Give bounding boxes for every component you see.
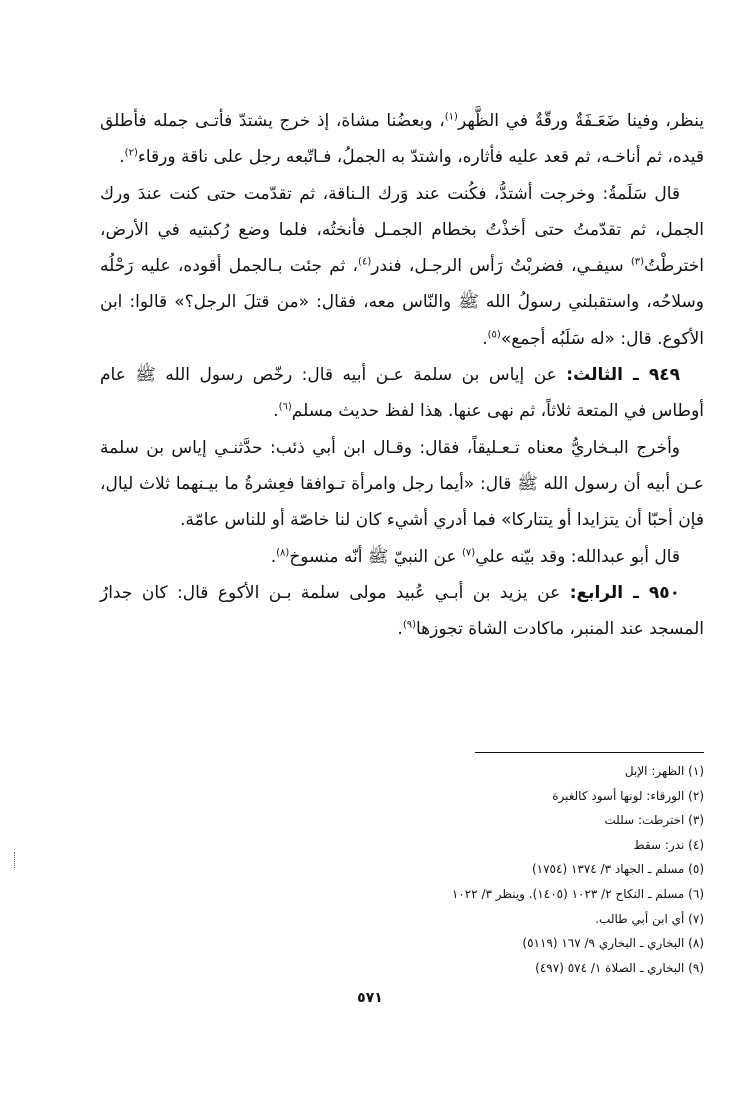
footnote-1: (١) الظهر: الإبل	[624, 764, 704, 778]
main-text	[100, 103, 704, 647]
footnote-3: (٣) اخترطت: سللت	[604, 813, 704, 828]
footnote-ref-5[interactable]: (٥)	[487, 329, 501, 341]
footnote-9: (٩) البخاري ـ الصلاة ١/ ٥٧٤ (٤٩٧)	[535, 960, 704, 975]
hadith-number-950: ٩٥٠ ـ الرابع:	[569, 582, 681, 603]
footnote-8: (٨) البخاري ـ البخاري ٩/ ١٦٧ (٥١١٩)	[522, 936, 704, 951]
footnote-ref-7[interactable]: (٧)	[462, 546, 476, 558]
footnote-ref-6[interactable]: (٦)	[278, 401, 292, 413]
footnote-ref-4[interactable]: (٤)	[358, 256, 372, 268]
paragraph-2: قال سَلَمةُ: وخرجت أشتدُّ، فكُنت عند وَرك الـناقة، ثم تقدّمت حتى كنت عندَ ورك الجمل، ثم تقدّمتُ حتى أخذْتُ بخطام الجمـل فأنختُه، فلما وضع رُكبتيه في الأرض، اخترطْتُ$^{(٣)}$ سيفـي، فضربْتُ رَأس الرجـل، فندر$^{(٤)}$، ثم جئت بـالجمل أقوده، عليه رَحْلُه وسلاحُه، واستقبلني رسولُ الله ﷺ والنّاس معه، فقال: «من قتلَ الرجل؟» قالوا: ابن الأكوع. قال: «له سَلَبُه أجمع»$^{(٥)}$.	[100, 183, 705, 349]
footnote-2: (٢) الورقاء: لونها أسود كالغبرة	[552, 788, 704, 803]
hadith-950: ٩٥٠ ـ الرابع: عن يزيد بن أبـي عُبيد مولى سلمة بـن الأكوع قال: كان جدارُ المسجد عند المنبر، ماكادت الشاة تجوزها$^{(٩)}$.	[100, 582, 704, 640]
footnote-5: (٥) مسلم ـ الجهاد ٣/ ١٣٧٤ (١٧٥٤)	[531, 862, 704, 877]
footnote-7: (٧) أي ابن أبي طالب.	[595, 911, 704, 926]
page-number: ٥٧١	[357, 990, 383, 1006]
footnote-ref-8[interactable]: (٨)	[276, 546, 290, 558]
hadith-949: ٩٤٩ ـ الثالث: عن إياس بن سلمة عـن أبيه قال: رخّص رسول الله ﷺ عام أوطاس في المتعة ثلاثاً، ثم نهى عنها. هذا لفظ حديث مسلم$^{(٦)}$.	[100, 365, 704, 422]
footnotes	[150, 759, 704, 980]
margin-speck	[14, 852, 17, 868]
footnote-ref-3[interactable]: (٣)	[630, 256, 645, 268]
footnote-ref-1[interactable]: (١)	[444, 111, 458, 123]
paragraph-1: ينظر، وفينا ضَعَـفَةٌ ورقّةٌ في الظَّهر$^{(١)}$، وبعضُنا مشاة، إذ خرج يشتدّ فأتـى جمله فأطلق قيده، ثم أناخـه، ثم قعد عليه فأثاره، واشتدّ به الجملُ، فـاتّبعه رجل على ناقة ورقاء$^{(٢)}$.	[100, 111, 704, 168]
paragraph-4: قال أبو عبدالله: وقد بيّنه علي$^{(٧)}$ عن النبيّ ﷺ أنّه منسوخ$^{(٨)}$.	[270, 546, 680, 567]
footnote-ref-9[interactable]: (٩)	[402, 619, 416, 631]
footnote-4: (٤) ندر: سقط	[633, 837, 704, 852]
footnote-ref-2[interactable]: (٢)	[124, 147, 138, 159]
paragraph-3: وأخرج البـخاريُّ معناه تـعـليقاً، فقال: وقـال ابن أبي ذئب: حدَّثنـي إياس بن سلمة عـن أبيه أن رسول الله ﷺ قال: «أيما رجل وامرأة تـوافقا فعِشرةُ ما بيـنهما ثلاث ليال، فإن أحبّا أن يتزايدا أو يتتاركا» فما أدري أشيء كان لنا خاصّة أو للناس عامّة.	[100, 437, 704, 531]
footnote-6: (٦) مسلم ـ النكاح ٢/ ١٠٢٣ (١٤٠٥). وينظر ٣/ ١٠٢٢	[451, 886, 704, 901]
footnote-separator	[475, 752, 704, 753]
hadith-number-949: ٩٤٩ ـ الثالث:	[566, 365, 680, 386]
